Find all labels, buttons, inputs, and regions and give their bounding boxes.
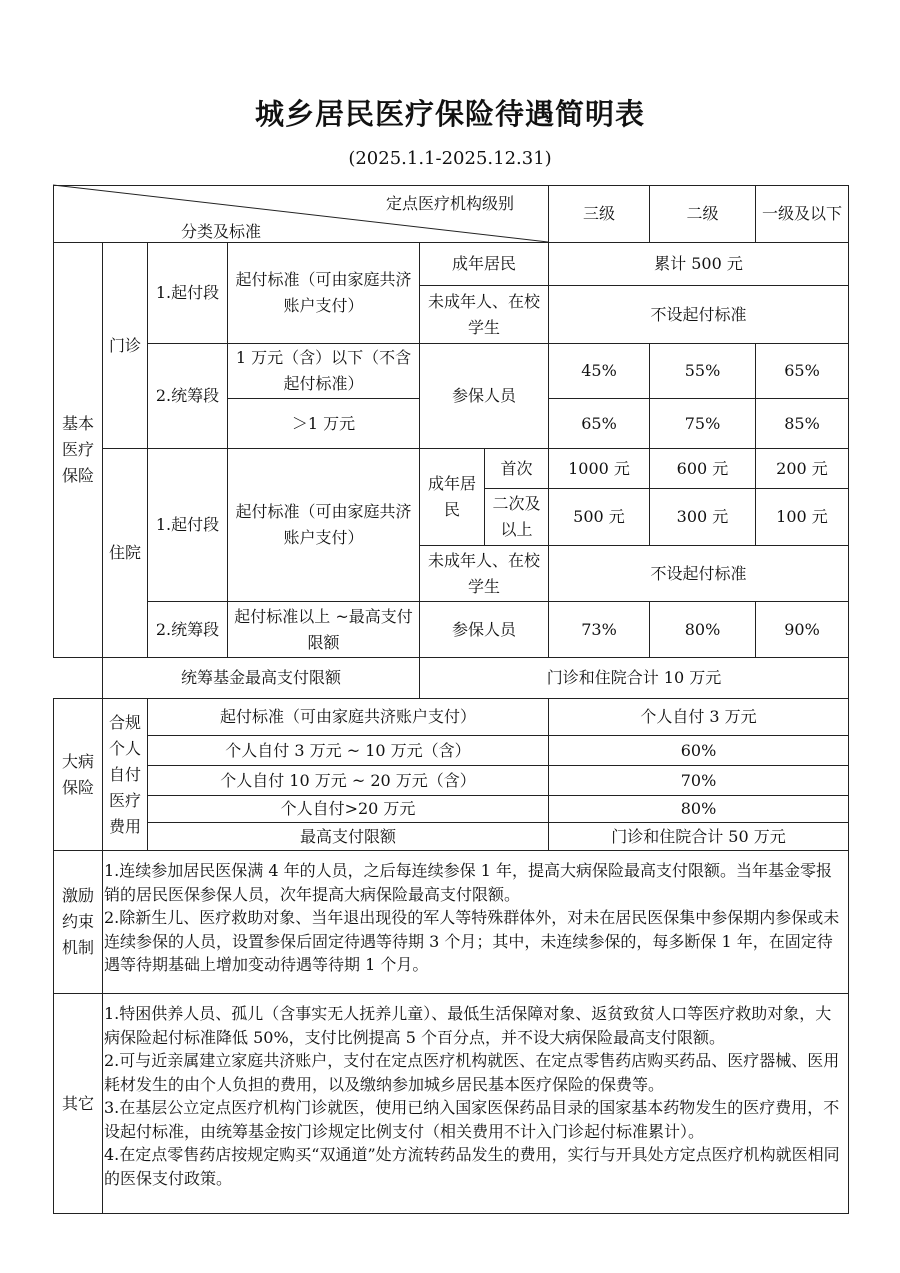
- rate-cell-text: 85%: [784, 413, 820, 433]
- value-cell-text: 600 元: [676, 458, 729, 478]
- rate-cell-text: 90%: [784, 619, 820, 639]
- stage-label-text: 1.起付段: [155, 515, 220, 534]
- value-cell-text: 100 元: [776, 507, 828, 526]
- other-item: 3.在基层公立定点医疗机构门诊就医，使用已纳入国家医保药品目录的国家基本药物发生的医疗费用，不设起付标准，由统筹基金按门诊规定比例支付（相关费用不计入门诊起付标准累计）。: [104, 1098, 840, 1141]
- standard-cell-text: 1 万元（含）以下（不含起付标准）: [235, 348, 412, 393]
- rate-cell-text: 73%: [581, 619, 617, 639]
- critical-item-text: 最高支付限额: [299, 826, 396, 846]
- stage-label-text: 2.统筹段: [155, 619, 220, 639]
- subsection-label-text: 住院: [108, 543, 141, 562]
- value-cell-text: 累计 500 元: [654, 254, 743, 273]
- fund-limit-value-text: 门诊和住院合计 10 万元: [546, 668, 722, 687]
- value-cell-text: 不设起付标准: [650, 563, 747, 583]
- stage-label-text: 2.统筹段: [155, 386, 220, 405]
- critical-item-text: 个人自付 10 万元 ~ 20 万元（含）: [220, 770, 476, 790]
- section-label-text: 大病保险: [61, 751, 94, 797]
- value-cell-text: 1000 元: [568, 458, 630, 478]
- subsection-label-text: 门诊: [108, 335, 141, 355]
- incentive-item: 2.除新生儿、医疗救助对象、当年退出现役的军人等特殊群体外，对未在居民医保集中参保期内参保或未连续参保的人员，设置参保后固定待遇等待期 3 个月；其中，未连续参保的，每多断保 1 年，在固定待遇等待期基础上增加变动待遇等待期 1 个月。: [104, 908, 840, 974]
- group-cell-text: 未成年人、在校学生: [427, 291, 540, 337]
- incentive-item: 1.连续参加居民医保满 4 年的人员，之后每连续参保 1 年，提高大病保险最高支付限额。当年基金零报销的居民医保参保人员，次年提高大病保险最高支付限额。: [104, 861, 832, 904]
- institution-level-label: 定点医疗机构级别: [386, 194, 515, 213]
- group-cell-text: 二次及以上: [492, 494, 541, 539]
- group-cell-text: 参保人员: [451, 619, 516, 639]
- critical-value-text: 个人自付 3 万元: [640, 707, 757, 726]
- section-label-text: 基本医疗保险: [61, 414, 94, 485]
- group-cell-text: 参保人员: [451, 386, 516, 405]
- category-label: 分类及标准: [181, 222, 262, 241]
- section-label-text: 其它: [61, 1093, 94, 1113]
- critical-item-text: 起付标准（可由家庭共济账户支付）: [219, 707, 476, 726]
- critical-value-text: 80%: [680, 799, 717, 818]
- level-header-text: 二级: [686, 204, 719, 223]
- standard-cell-text: 起付标准（可由家庭共济账户支付）: [235, 270, 412, 315]
- critical-item-text: 个人自付>20 万元: [280, 799, 416, 818]
- group-cell-text: 成年居民: [451, 254, 516, 273]
- group-cell-text: 成年居民: [427, 474, 476, 519]
- rate-cell-text: 55%: [684, 361, 721, 380]
- standard-cell-text: 起付标准以上 ~最高支付限额: [234, 606, 413, 652]
- section-label-text: 激励约束机制: [61, 886, 94, 957]
- other-item: 2.可与近亲属建立家庭共济账户，支付在定点医疗机构就医、在定点零售药店购买药品、医疗器械、医用耗材发生的由个人负担的费用，以及缴纳参加城乡居民基本医疗保险的保费等。: [104, 1051, 840, 1094]
- value-cell-text: 300 元: [676, 507, 729, 526]
- page-title: 城乡居民医疗保险待遇简明表: [254, 97, 645, 131]
- fund-limit-label-text: 统筹基金最高支付限额: [180, 668, 341, 687]
- critical-value-text: 60%: [680, 740, 717, 760]
- other-item: 4.在定点零售药店按规定购买“双通道”处方流转药品发生的费用，实行与开具处方定点医疗机构就医相同的医保支付政策。: [104, 1145, 840, 1188]
- value-cell-text: 不设起付标准: [650, 304, 747, 324]
- rate-cell-text: 45%: [581, 361, 617, 380]
- value-cell-text: 500 元: [573, 507, 625, 526]
- standard-cell-text: 起付标准（可由家庭共济账户支付）: [235, 502, 412, 547]
- subsection-label-text: 合规个人自付医疗费用: [108, 712, 141, 836]
- stage-label-text: 1.起付段: [155, 283, 220, 302]
- critical-item-text: 个人自付 3 万元 ~ 10 万元（含）: [225, 740, 471, 760]
- rate-cell-text: 80%: [684, 619, 721, 639]
- standard-cell-text: ＞1 万元: [291, 413, 356, 433]
- level-header-text: 一级及以下: [761, 204, 842, 223]
- group-cell-text: 首次: [500, 458, 533, 478]
- group-cell-text: 未成年人、在校学生: [427, 550, 540, 596]
- rate-cell-text: 65%: [784, 361, 820, 380]
- level-header-text: 三级: [582, 204, 615, 223]
- rate-cell-text: 75%: [684, 413, 721, 433]
- critical-value-text: 门诊和住院合计 50 万元: [611, 826, 786, 846]
- value-cell-text: 200 元: [776, 458, 828, 478]
- date-range: (2025.1.1-2025.12.31): [348, 148, 552, 169]
- other-item: 1.特困供养人员、孤儿（含事实无人抚养儿童）、最低生活保障对象、返贫致贫人口等医疗救助对象，大病保险起付标准降低 50%，支付比例提高 5 个百分点，并不设大病保险最高支付限额。: [104, 1004, 832, 1047]
- critical-value-text: 70%: [680, 770, 717, 790]
- rate-cell-text: 65%: [581, 413, 617, 433]
